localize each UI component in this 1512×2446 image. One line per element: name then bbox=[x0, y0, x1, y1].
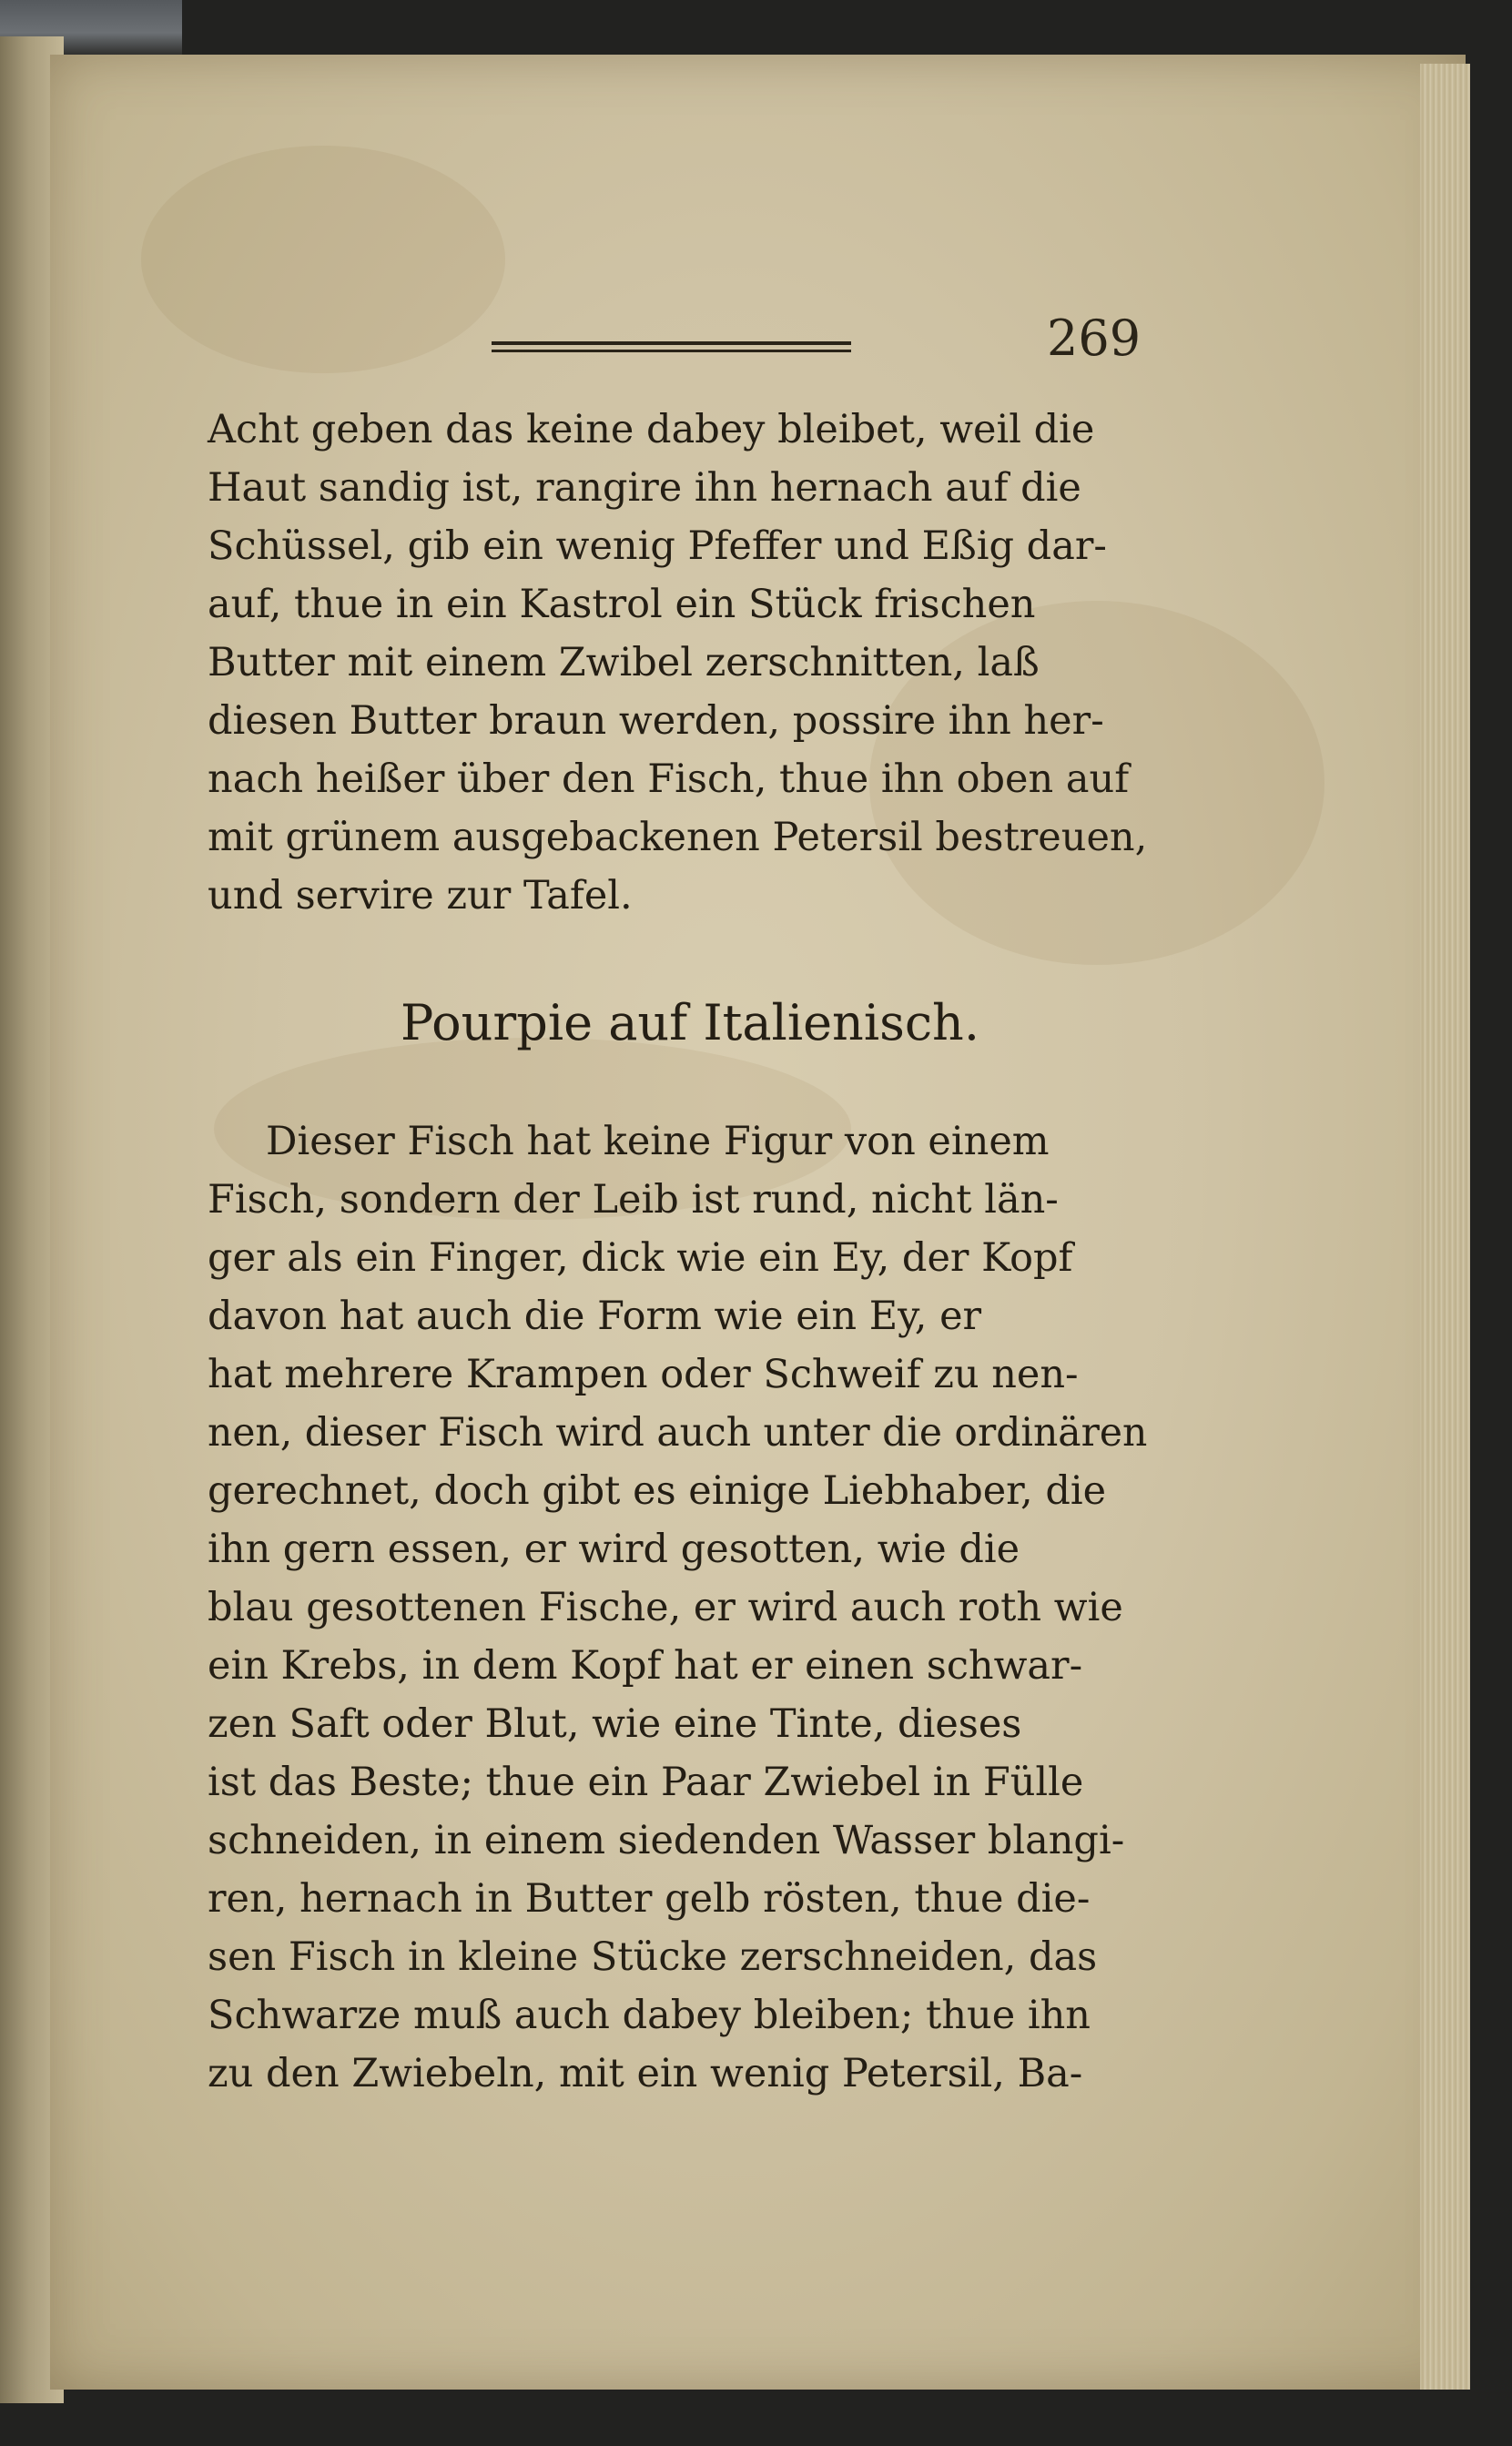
text-line: Acht geben das keine dabey bleibet, weil die bbox=[208, 407, 1095, 452]
page-edges bbox=[1420, 64, 1470, 2390]
text-line: auf, thue in ein Kastrol ein Stück frischen bbox=[208, 582, 1036, 627]
text-line: zu den Zwiebeln, mit ein wenig Petersil, Ba- bbox=[208, 2051, 1083, 2096]
text-line: blau gesottenen Fische, er wird auch roth wie bbox=[208, 1585, 1123, 1630]
text-line: sen Fisch in kleine Stücke zerschneiden, das bbox=[208, 1934, 1098, 1980]
text-line: gerechnet, doch gibt es einige Liebhaber, die bbox=[208, 1468, 1107, 1514]
stain bbox=[141, 146, 505, 373]
paragraph-1 bbox=[208, 401, 1147, 925]
text-line: Haut sandig ist, rangire ihn hernach auf die bbox=[208, 465, 1081, 511]
text-line: nen, dieser Fisch wird auch unter die ordinären bbox=[208, 1410, 1148, 1456]
text-line: Fisch, sondern der Leib ist rund, nicht län- bbox=[208, 1177, 1059, 1223]
text-line: ger als ein Finger, dick wie ein Ey, der Kopf bbox=[208, 1235, 1073, 1281]
text-line: mit grünem ausgebackenen Petersil bestreuen, bbox=[208, 815, 1148, 860]
paragraph-2 bbox=[208, 1112, 1160, 2103]
text-line: hat mehrere Krampen oder Schweif zu nen- bbox=[208, 1352, 1079, 1397]
text-line: ist das Beste; thue ein Paar Zwiebel in Fülle bbox=[208, 1760, 1084, 1805]
text-line: ihn gern essen, er wird gesotten, wie die bbox=[208, 1527, 1020, 1572]
page-number: 269 bbox=[1047, 310, 1142, 367]
text-line: zen Saft oder Blut, wie eine Tinte, dieses bbox=[208, 1701, 1022, 1747]
section-heading: Pourpie auf Italienisch. bbox=[401, 994, 980, 1051]
text-line: Schüssel, gib ein wenig Pfeffer und Eßig dar- bbox=[208, 523, 1107, 569]
text-line: und servire zur Tafel. bbox=[208, 873, 633, 919]
text-line: schneiden, in einem siedenden Wasser blangi- bbox=[208, 1818, 1125, 1863]
text-line: ein Krebs, in dem Kopf hat er einen schwar- bbox=[208, 1643, 1083, 1689]
text-line: Schwarze muß auch dabey bleiben; thue ihn bbox=[208, 1993, 1091, 2038]
text-line: Butter mit einem Zwibel zerschnitten, laß bbox=[208, 640, 1040, 685]
text-line: diesen Butter braun werden, possire ihn her- bbox=[208, 698, 1104, 744]
header-rule bbox=[492, 341, 851, 352]
text-line: ren, hernach in Butter gelb rösten, thue die- bbox=[208, 1876, 1091, 1922]
text-line: nach heißer über den Fisch, thue ihn oben auf bbox=[208, 756, 1130, 802]
text-line: davon hat auch die Form wie ein Ey, er bbox=[208, 1294, 982, 1339]
text-line: Dieser Fisch hat keine Figur von einem bbox=[266, 1119, 1050, 1164]
